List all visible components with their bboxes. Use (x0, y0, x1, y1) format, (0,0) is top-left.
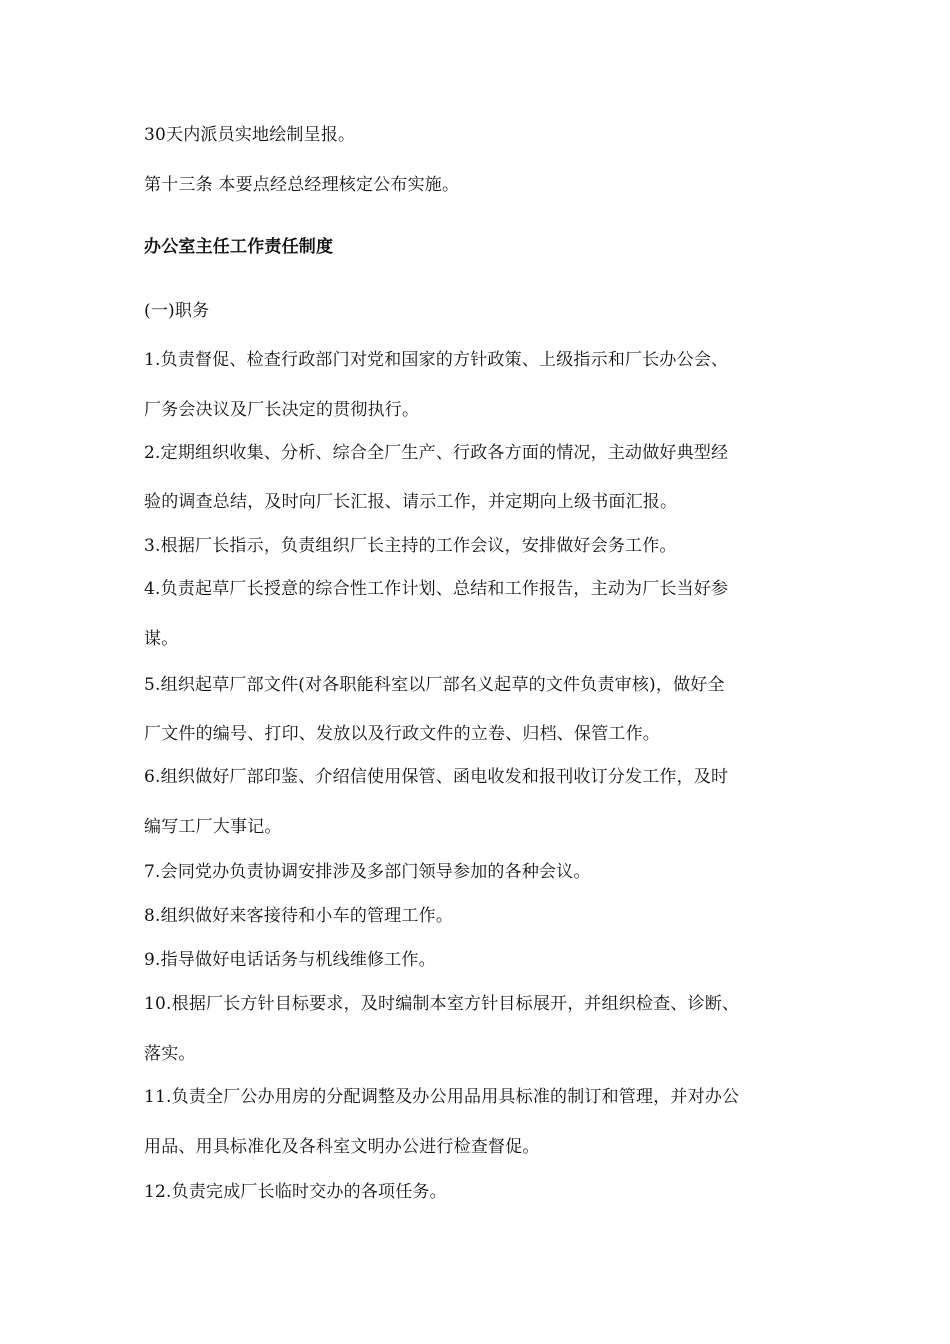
subsection-title: (一)职务 (144, 301, 210, 321)
body-line-17: 11.负责全厂公办用房的分配调整及办公用品用具标准的制订和管理，并对办公 (144, 1087, 740, 1107)
body-line-8: 5.组织起草厂部文件(对各职能科室以厂部名义起草的文件负责审核)，做好全 (144, 675, 725, 695)
body-line-16: 落实。 (144, 1044, 196, 1064)
intro-line-2: 第十三条 本要点经总经理核定公布实施。 (144, 175, 460, 195)
body-line-6: 4.负责起草厂长授意的综合性工作计划、总结和工作报告，主动为厂长当好参 (144, 579, 729, 599)
body-line-18: 用品、用具标准化及各科室文明办公进行检查督促。 (144, 1137, 540, 1157)
body-line-7: 谋。 (144, 629, 179, 649)
body-line-5: 3.根据厂长指示，负责组织厂长主持的工作会议，安排做好会务工作。 (144, 536, 677, 556)
body-line-19: 12.负责完成厂长临时交办的各项任务。 (144, 1182, 447, 1202)
body-line-9: 厂文件的编号、打印、发放以及行政文件的立卷、归档、保管工作。 (144, 724, 660, 744)
section-title: 办公室主任工作责任制度 (144, 237, 334, 257)
body-line-13: 8.组织做好来客接待和小车的管理工作。 (144, 906, 454, 926)
body-line-4: 验的调查总结，及时向厂长汇报、请示工作，并定期向上级书面汇报。 (144, 492, 678, 512)
body-line-14: 9.指导做好电话话务与机线维修工作。 (144, 950, 436, 970)
intro-line-1: 30天内派员实地绘制呈报。 (144, 125, 356, 145)
body-line-1: 1.负责督促、检查行政部门对党和国家的方针政策、上级指示和厂长办公会、 (144, 350, 729, 370)
body-line-3: 2.定期组织收集、分析、综合全厂生产、行政各方面的情况，主动做好典型经 (144, 443, 729, 463)
body-line-11: 编写工厂大事记。 (144, 817, 282, 837)
body-line-15: 10.根据厂长方针目标要求，及时编制本室方针目标展开，并组织检查、诊断、 (144, 994, 740, 1014)
body-line-12: 7.会同党办负责协调安排涉及多部门领导参加的各种会议。 (144, 862, 591, 882)
body-line-2: 厂务会决议及厂长决定的贯彻执行。 (144, 400, 420, 420)
body-line-10: 6.组织做好厂部印鉴、介绍信使用保管、函电收发和报刊收订分发工作，及时 (144, 767, 729, 787)
